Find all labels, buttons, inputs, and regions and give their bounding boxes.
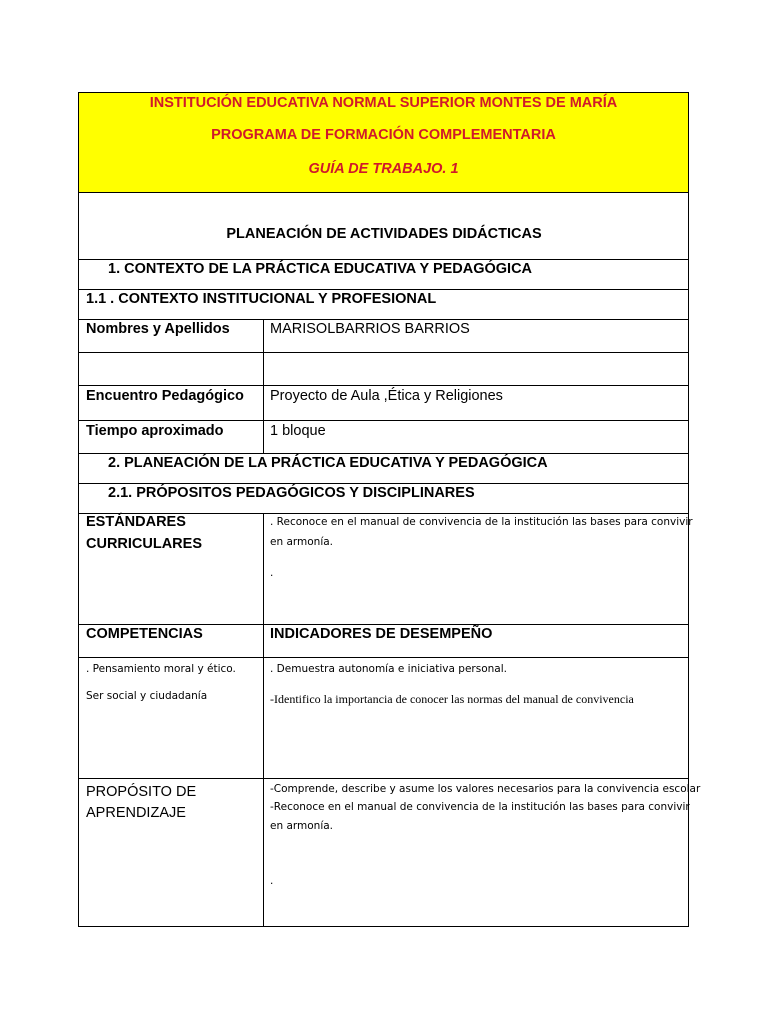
divider (78, 259, 689, 260)
standards-dot: . (270, 567, 274, 579)
section2-subheading: 2.1. PRÓPOSITOS PEDAGÓGICOS Y DISCIPLINARES (108, 485, 475, 501)
purpose-label: APRENDIZAJE (86, 805, 186, 821)
standards-text: en armonía. (270, 536, 334, 548)
divider (78, 453, 689, 454)
program-name: PROGRAMA DE FORMACIÓN COMPLEMENTARIA (211, 127, 556, 143)
divider (78, 352, 689, 353)
competency-item: Ser social y ciudadanía (86, 690, 208, 702)
names-value: MARISOLBARRIOS BARRIOS (270, 321, 470, 337)
purpose-text: -Reconoce en el manual de convivencia de la institución las bases para convivir (270, 801, 690, 813)
purpose-dot: . (270, 875, 274, 887)
indicator-item: -Identifico la importancia de conocer las normas del manual de convivencia (270, 692, 634, 706)
indicators-header: INDICADORES DE DESEMPEÑO (270, 626, 493, 642)
standards-label: CURRICULARES (86, 536, 202, 552)
time-label: Tiempo aproximado (86, 423, 224, 439)
divider (78, 657, 689, 658)
divider (78, 778, 689, 779)
standards-text: . Reconoce en el manual de convivencia de la institución las bases para convivir (270, 516, 693, 528)
page-title: PLANEACIÓN DE ACTIVIDADES DIDÁCTICAS (226, 226, 542, 242)
section1-subheading: 1.1 . CONTEXTO INSTITUCIONAL Y PROFESIONAL (86, 291, 437, 307)
purpose-text: en armonía. (270, 820, 334, 832)
indicator-item: . Demuestra autonomía e iniciativa personal. (270, 663, 507, 675)
names-label: Nombres y Apellidos (86, 321, 230, 337)
institution-header (79, 93, 688, 193)
column-divider (263, 513, 264, 927)
guide-title: GUÍA DE TRABAJO. 1 (308, 161, 459, 177)
section2-heading: 2. PLANEACIÓN DE LA PRÁCTICA EDUCATIVA Y PEDAGÓGICA (108, 455, 548, 471)
purpose-label: PROPÓSITO DE (86, 784, 197, 800)
standards-label: ESTÁNDARES (86, 514, 186, 530)
divider (78, 385, 689, 386)
competency-item: . Pensamiento moral y ético. (86, 663, 236, 675)
column-divider (263, 319, 264, 453)
encounter-value: Proyecto de Aula ,Ética y Religiones (270, 388, 503, 404)
time-value: 1 bloque (270, 423, 326, 439)
purpose-text: -Comprende, describe y asume los valores necesarios para la convivencia escolar (270, 783, 701, 795)
divider (78, 319, 689, 320)
divider (78, 483, 689, 484)
divider (78, 420, 689, 421)
divider (78, 289, 689, 290)
institution-name: INSTITUCIÓN EDUCATIVA NORMAL SUPERIOR MONTES DE MARÍA (149, 95, 618, 111)
divider (78, 624, 689, 625)
section1-heading: 1. CONTEXTO DE LA PRÁCTICA EDUCATIVA Y PEDAGÓGICA (108, 261, 533, 277)
competencies-header: COMPETENCIAS (86, 626, 203, 642)
encounter-label: Encuentro Pedagógico (86, 388, 244, 404)
